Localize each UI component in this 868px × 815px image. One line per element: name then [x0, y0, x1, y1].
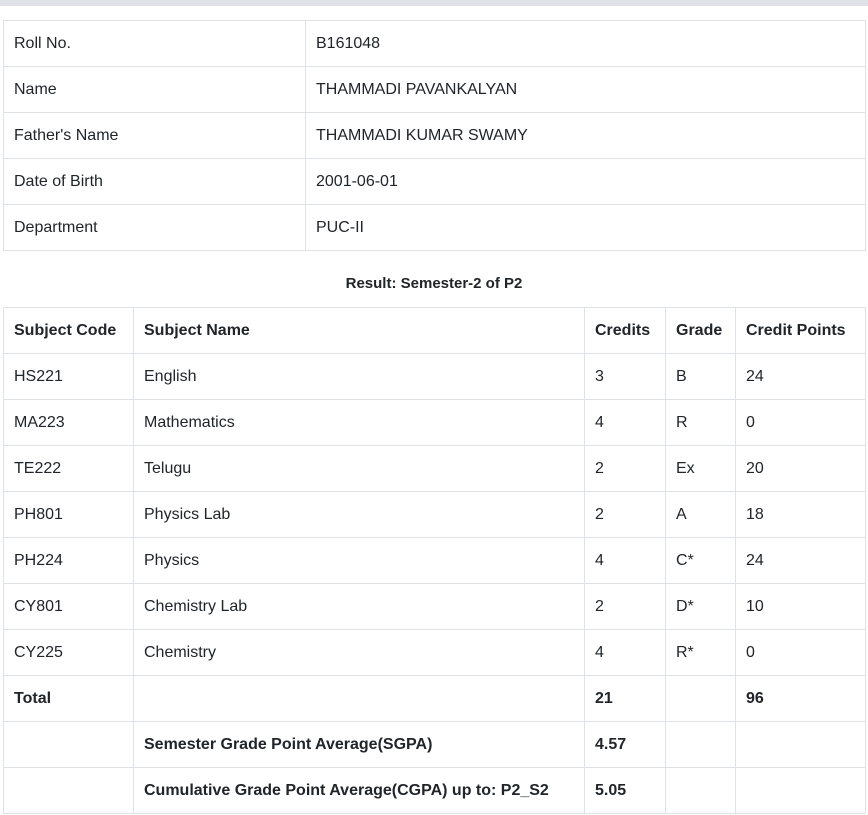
subject-credit-points: 24: [736, 538, 866, 584]
table-row: [4, 630, 866, 676]
subject-credit-points: 10: [736, 584, 866, 630]
info-row-roll-no: [4, 21, 866, 67]
sgpa-label: Semester Grade Point Average(SGPA): [134, 722, 585, 768]
table-row: [4, 538, 866, 584]
cgpa-row: [4, 768, 866, 814]
grades-header-row: [4, 308, 866, 354]
subject-grade: D*: [666, 584, 736, 630]
info-label: Name: [4, 67, 306, 113]
cgpa-empty-cell: [4, 768, 134, 814]
subject-name: Telugu: [134, 446, 585, 492]
subject-name: Physics Lab: [134, 492, 585, 538]
subject-code: PH224: [4, 538, 134, 584]
subject-credits: 4: [585, 400, 666, 446]
subject-grade: R: [666, 400, 736, 446]
subject-grade: B: [666, 354, 736, 400]
cgpa-value: 5.05: [585, 768, 666, 814]
subject-code: PH801: [4, 492, 134, 538]
sgpa-empty-cell: [736, 722, 866, 768]
cgpa-label: Cumulative Grade Point Average(CGPA) up to: P2_S2: [134, 768, 585, 814]
info-row-name: [4, 67, 866, 113]
subject-credits: 3: [585, 354, 666, 400]
total-credit-points: 96: [736, 676, 866, 722]
subject-grade: A: [666, 492, 736, 538]
subject-credit-points: 20: [736, 446, 866, 492]
info-row-date-of-birth: [4, 159, 866, 205]
total-label: Total: [4, 676, 134, 722]
subject-name: English: [134, 354, 585, 400]
top-border-bar: [0, 0, 868, 6]
info-value: THAMMADI KUMAR SWAMY: [306, 113, 866, 159]
subject-grade: C*: [666, 538, 736, 584]
info-label: Father's Name: [4, 113, 306, 159]
table-row: [4, 354, 866, 400]
header-credit-points: Credit Points: [736, 308, 866, 354]
result-title: Result: Semester-2 of P2: [345, 275, 523, 292]
subject-credits: 2: [585, 492, 666, 538]
total-empty-cell: [666, 676, 736, 722]
sgpa-value: 4.57: [585, 722, 666, 768]
info-row-fathers-name: [4, 113, 866, 159]
info-value: THAMMADI PAVANKALYAN: [306, 67, 866, 113]
cgpa-empty-cell: [736, 768, 866, 814]
subject-credit-points: 0: [736, 400, 866, 446]
header-grade: Grade: [666, 308, 736, 354]
subject-grade: R*: [666, 630, 736, 676]
subject-credit-points: 24: [736, 354, 866, 400]
subject-code: TE222: [4, 446, 134, 492]
header-subject-code: Subject Code: [4, 308, 134, 354]
subject-name: Chemistry: [134, 630, 585, 676]
cgpa-empty-cell: [666, 768, 736, 814]
info-value: B161048: [306, 21, 866, 67]
info-label: Department: [4, 205, 306, 251]
subject-credits: 2: [585, 446, 666, 492]
subject-credits: 4: [585, 630, 666, 676]
subject-credit-points: 0: [736, 630, 866, 676]
info-label: Date of Birth: [4, 159, 306, 205]
subject-grade: Ex: [666, 446, 736, 492]
subject-credits: 4: [585, 538, 666, 584]
subject-name: Physics: [134, 538, 585, 584]
subject-credits: 2: [585, 584, 666, 630]
grades-table: [3, 307, 866, 814]
table-row: [4, 400, 866, 446]
table-row: [4, 446, 866, 492]
subject-code: MA223: [4, 400, 134, 446]
info-row-department: [4, 205, 866, 251]
table-row: [4, 584, 866, 630]
subject-code: HS221: [4, 354, 134, 400]
subject-credit-points: 18: [736, 492, 866, 538]
total-credits: 21: [585, 676, 666, 722]
info-label: Roll No.: [4, 21, 306, 67]
header-subject-name: Subject Name: [134, 308, 585, 354]
info-value: PUC-II: [306, 205, 866, 251]
subject-name: Chemistry Lab: [134, 584, 585, 630]
subject-code: CY225: [4, 630, 134, 676]
total-empty-cell: [134, 676, 585, 722]
sgpa-empty-cell: [4, 722, 134, 768]
student-info-table: [3, 20, 866, 251]
table-row: [4, 492, 866, 538]
header-credits: Credits: [585, 308, 666, 354]
sgpa-empty-cell: [666, 722, 736, 768]
subject-name: Mathematics: [134, 400, 585, 446]
sgpa-row: [4, 722, 866, 768]
subject-code: CY801: [4, 584, 134, 630]
info-value: 2001-06-01: [306, 159, 866, 205]
total-row: [4, 676, 866, 722]
